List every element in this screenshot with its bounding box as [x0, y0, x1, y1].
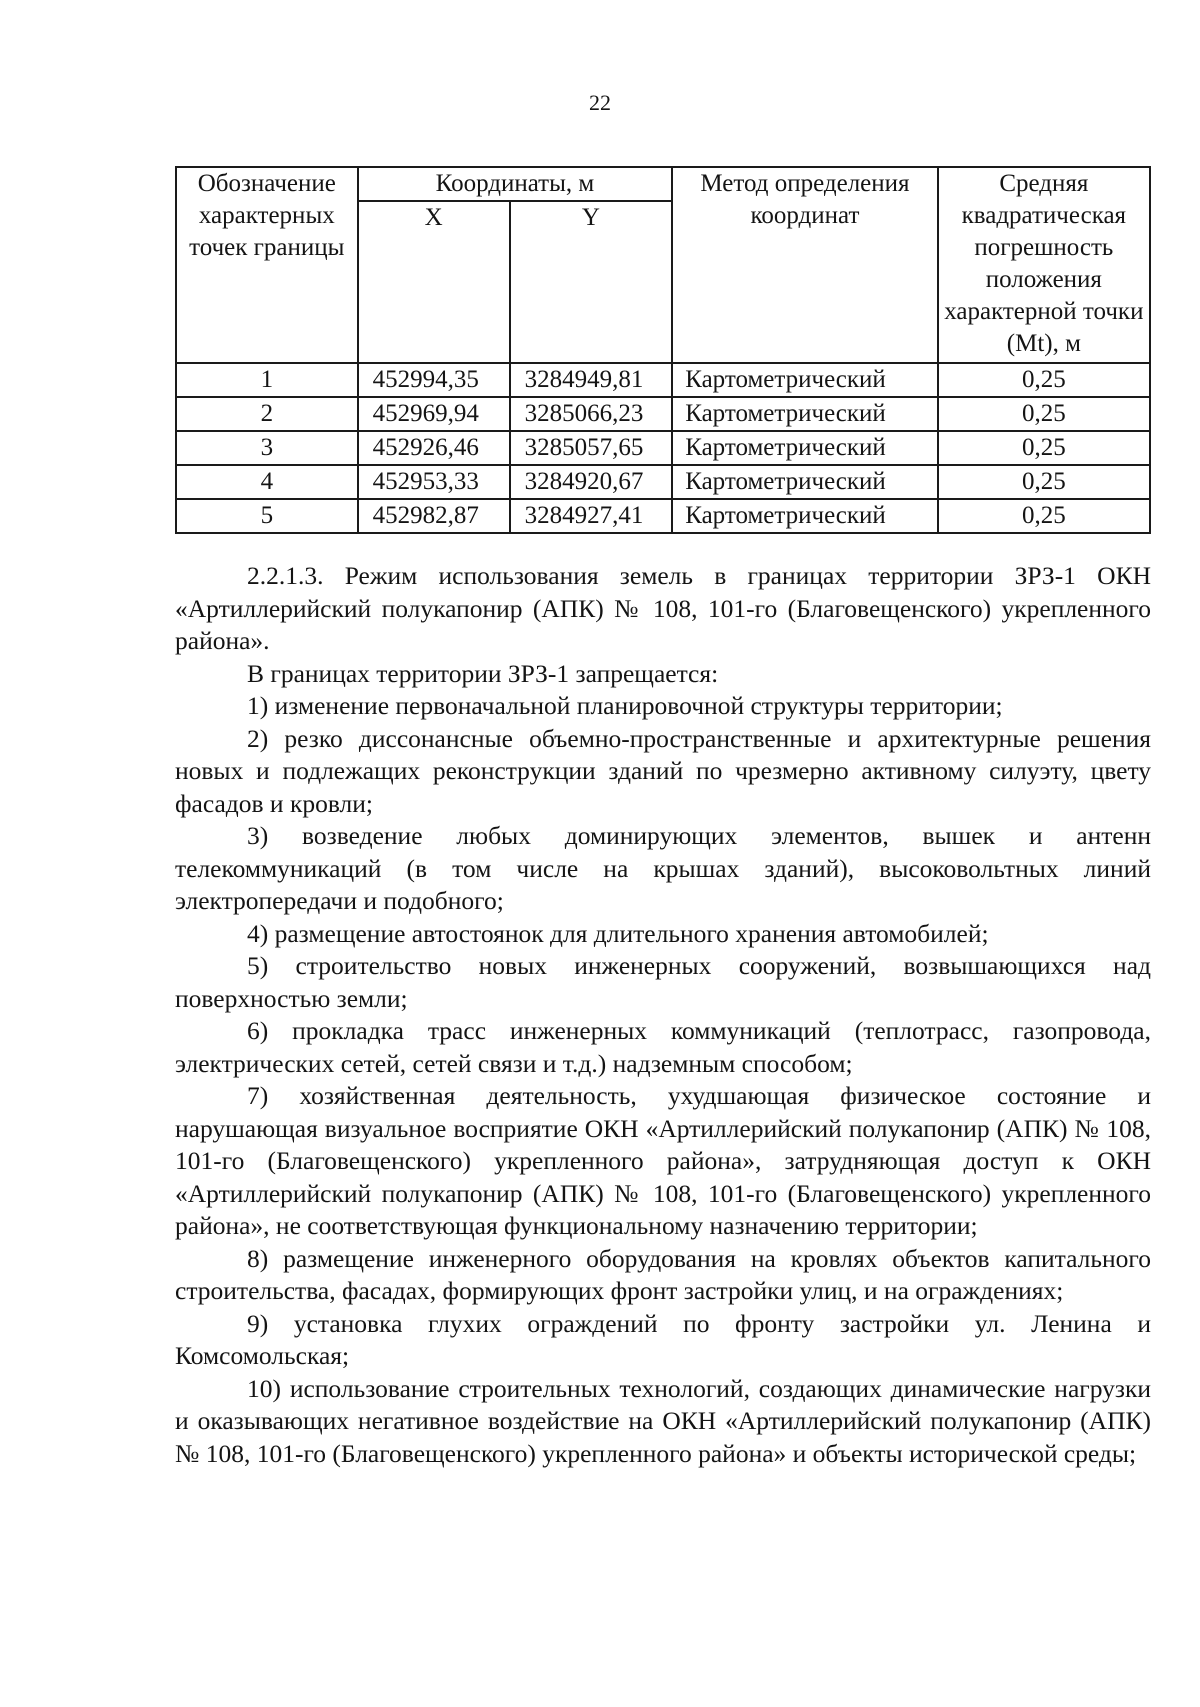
coordinates-table — [175, 166, 1151, 534]
table-row — [176, 465, 1150, 499]
cell-error: 0,25 — [938, 431, 1150, 465]
cell-error: 0,25 — [938, 397, 1150, 431]
page-number: 22 — [589, 90, 611, 115]
table-row — [176, 431, 1150, 465]
list-item: 3) возведение любых доминирующих элементов, вышек и антенн телекоммуникаций (в том числе на крышах зданий), высоковольтных линий электропередачи и подобного; — [175, 821, 1151, 915]
header-method: Метод определения координат — [672, 167, 937, 363]
cell-error: 0,25 — [938, 465, 1150, 499]
cell-error: 0,25 — [938, 499, 1150, 533]
list-item: 5) строительство новых инженерных сооружений, возвышающихся над поверхностью земли; — [175, 951, 1151, 1013]
table-row — [176, 397, 1150, 431]
header-coords: Координаты, м — [358, 167, 673, 201]
cell-point: 5 — [176, 499, 358, 533]
header-point: Обозначение характерных точек границы — [176, 167, 358, 363]
list-item: 7) хозяйственная деятельность, ухудшающая физическое состояние и нарушающая визуальное восприятие ОКН «Артиллерийский полукапонир (АПК) № 108, 101-го (Благовещенского) укрепленного района», затрудняющая доступ к ОКН «Артиллерийский полукапонир (АПК) № 108, 101-го (Благовещенского) укрепленного района», не соответствующая функциональному назначению территории; — [175, 1081, 1151, 1240]
list-item: 4) размещение автостоянок для длительного хранения автомобилей; — [247, 918, 989, 948]
cell-y: 3285066,23 — [510, 397, 673, 431]
cell-method: Картометрический — [672, 397, 937, 431]
cell-method: Картометрический — [672, 363, 937, 397]
cell-x: 452969,94 — [358, 397, 510, 431]
section-heading-paragraph: 2.2.1.3. Режим использования земель в границах территории ЗРЗ-1 ОКН «Артиллерийский полукапонир (АПК) № 108, 101-го (Благовещенского) укрепленного района». — [175, 561, 1151, 655]
cell-y: 3285057,65 — [510, 431, 673, 465]
cell-x: 452953,33 — [358, 465, 510, 499]
list-item: 10) использование строительных технологий, создающих динамические нагрузки и оказывающих негативное воздействие на ОКН «Артиллерийский полукапонир (АПК) № 108, 101-го (Благовещенского) укрепленного района» и объекты исторической среды; — [175, 1373, 1151, 1468]
cell-method: Картометрический — [672, 465, 937, 499]
table-header-row — [176, 167, 1150, 201]
table-row — [176, 363, 1150, 397]
cell-method: Картометрический — [672, 499, 937, 533]
cell-y: 3284927,41 — [510, 499, 673, 533]
cell-method: Картометрический — [672, 431, 937, 465]
cell-x: 452982,87 — [358, 499, 510, 533]
cell-point: 1 — [176, 363, 358, 397]
list-item: 2) резко диссонансные объемно-пространственные и архитектурные решения новых и подлежащих реконструкции зданий по чрезмерно активному силуэту, цвету фасадов и кровли; — [175, 723, 1151, 818]
cell-x: 452926,46 — [358, 431, 510, 465]
cell-point: 4 — [176, 465, 358, 499]
cell-x: 452994,35 — [358, 363, 510, 397]
header-x: X — [358, 201, 510, 363]
body-text — [175, 560, 1151, 1470]
header-y: Y — [510, 201, 673, 363]
list-item: 1) изменение первоначальной планировочной структуры территории; — [247, 691, 1003, 720]
header-error: Средняя квадратическая погрешность положения характерной точки (Mt), м — [938, 167, 1150, 363]
list-item: 8) размещение инженерного оборудования на кровлях объектов капитального строительства, фасадах, формирующих фронт застройки улиц, и на ограждениях; — [175, 1243, 1151, 1305]
table-row — [176, 499, 1150, 533]
cell-y: 3284920,67 — [510, 465, 673, 499]
list-item: 9) установка глухих ограждений по фронту застройки ул. Ленина и Комсомольская; — [175, 1308, 1151, 1370]
cell-point: 3 — [176, 431, 358, 465]
cell-point: 2 — [176, 397, 358, 431]
cell-error: 0,25 — [938, 363, 1150, 397]
list-item: 6) прокладка трасс инженерных коммуникаций (теплотрасс, газопровода, электрических сетей, сетей связи и т.д.) надземным способом; — [175, 1016, 1151, 1078]
cell-y: 3284949,81 — [510, 363, 673, 397]
paragraph: В границах территории ЗРЗ-1 запрещается: — [247, 658, 719, 688]
